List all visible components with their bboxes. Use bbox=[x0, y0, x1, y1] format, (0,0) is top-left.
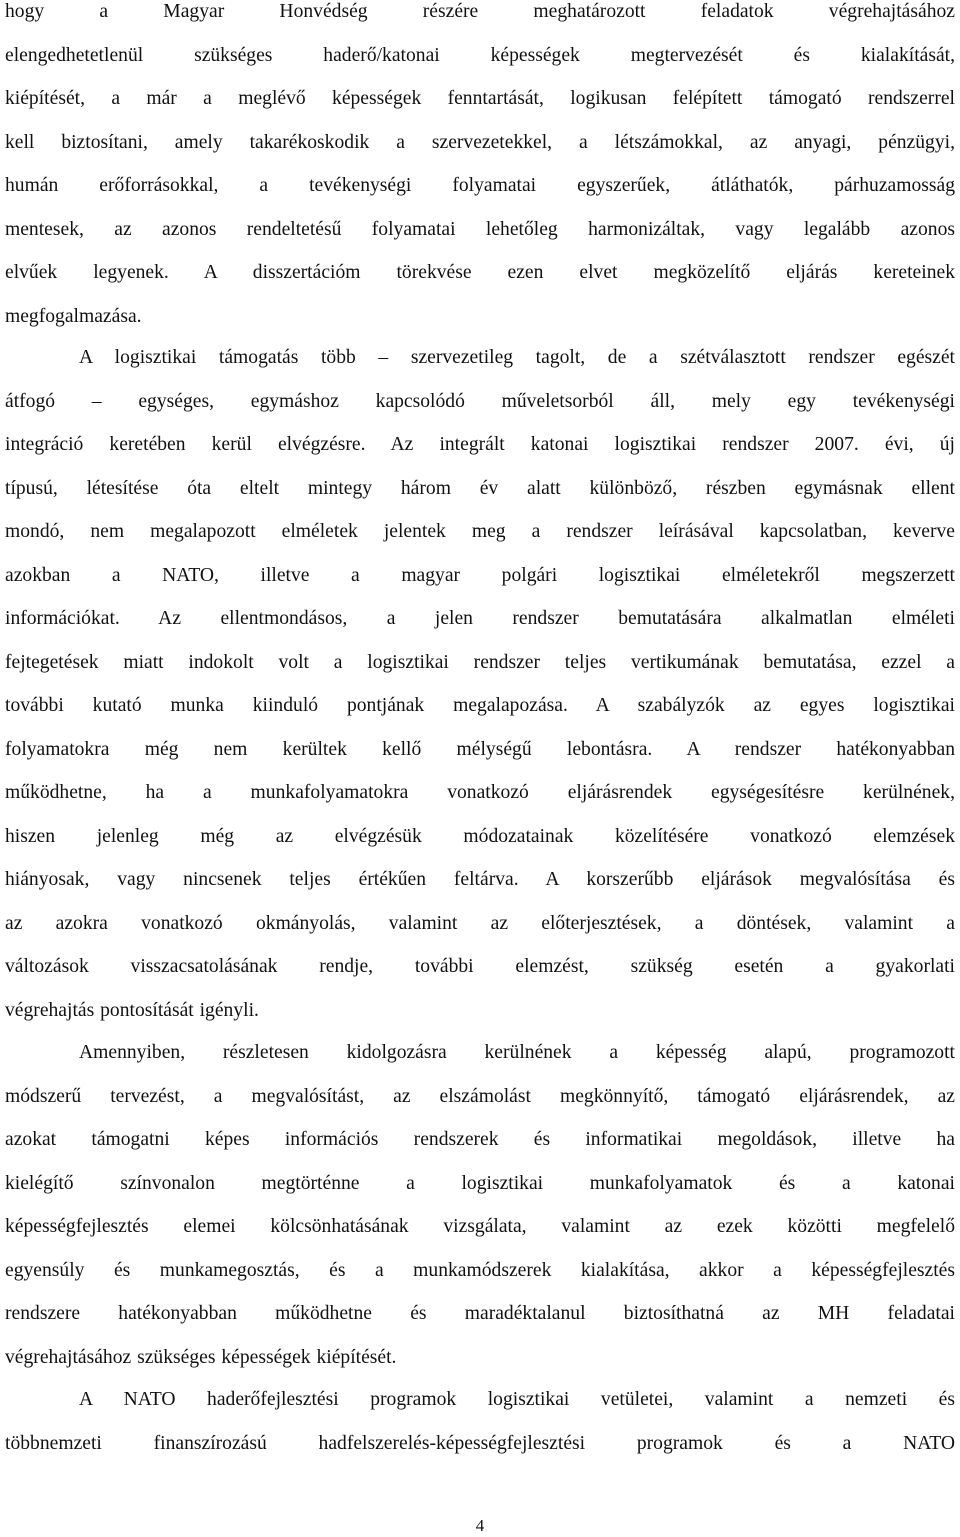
text-line: humán erőforrásokkal, a tevékenységi folyamatai egyszerűek, átláthatók, párhuzamosság bbox=[5, 175, 955, 196]
text-line: egyensúly és munkamegosztás, és a munkamódszerek kialakítása, akkor a képességfejlesztés bbox=[5, 1259, 955, 1281]
text-line: folyamatokra még nem kerültek kellő mélységű lebontásra. A rendszer hatékonyabban bbox=[5, 738, 955, 760]
text-line: hiányosak, vagy nincsenek teljes értékűen feltárva. A korszerűbb eljárások megvalósítása és bbox=[5, 869, 955, 890]
page-number: 4 bbox=[475, 1516, 485, 1535]
text-line: kielégítő színvonalon megtörténne a logisztikai munkafolyamatok és a katonai bbox=[5, 1172, 955, 1194]
text-line: többnemzeti finanszírozású hadfelszerelés-képességfejlesztési programok és a NATO bbox=[5, 1432, 955, 1454]
text-line: információkat. Az ellentmondásos, a jelen rendszer bemutatására alkalmatlan elméleti bbox=[5, 608, 955, 629]
paragraph-3 bbox=[5, 1031, 955, 1379]
text-line: átfogó – egységes, egymáshoz kapcsolódó műveletsorból áll, mely egy tevékenységi bbox=[5, 390, 955, 412]
text-line: fejtegetések miatt indokolt volt a logisztikai rendszer teljes vertikumának bemutatása, ezzel a bbox=[5, 651, 955, 673]
text-line: hogy a Magyar Honvédség részére meghatározott feladatok végrehajtásához bbox=[5, 1, 955, 22]
text-line: végrehajtásához szükséges képességek kiépítését. bbox=[5, 1346, 397, 1368]
text-line: hiszen jelenleg még az elvégzésük módozatainak közelítésére vonatkozó elemzések bbox=[5, 825, 955, 847]
text-line: A NATO haderőfejlesztési programok logisztikai vetületei, valamint a nemzeti és bbox=[79, 1389, 955, 1410]
text-line: változások visszacsatolásának rendje, további elemzést, szükség esetén a gyakorlati bbox=[5, 956, 955, 977]
text-line: azokban a NATO, illetve a magyar polgári logisztikai elméletekről megszerzett bbox=[5, 564, 955, 586]
text-line: elvűek legyenek. A disszertációm törekvése ezen elvet megközelítő eljárás kereteinek bbox=[5, 262, 955, 283]
text-line: képességfejlesztés elemei kölcsönhatásának vizsgálata, valamint az ezek közötti megfelelő bbox=[5, 1216, 955, 1237]
text-line: kell biztosítani, amely takarékoskodik a szervezetekkel, a létszámokkal, az anyagi, pénzügyi, bbox=[5, 131, 955, 153]
text-line: azokat támogatni képes információs rendszerek és informatikai megoldások, illetve ha bbox=[5, 1129, 955, 1150]
paragraph-1 bbox=[5, 0, 955, 338]
text-line: végrehajtás pontosítását igényli. bbox=[5, 999, 259, 1021]
text-line: módszerű tervezést, a megvalósítást, az elszámolást megkönnyítő, támogató eljárásrendek, az bbox=[5, 1085, 955, 1107]
text-line: kiépítését, a már a meglévő képességek fenntartását, logikusan felépített támogató rendszerrel bbox=[5, 88, 955, 109]
text-line: típusú, létesítése óta eltelt mintegy három év alatt különböző, részben egymásnak ellent bbox=[5, 477, 955, 499]
paragraph-2 bbox=[5, 336, 955, 1032]
text-line: működhetne, ha a munkafolyamatokra vonatkozó eljárásrendek egységesítésre kerülnének, bbox=[5, 782, 955, 803]
text-line: A logisztikai támogatás több – szervezetileg tagolt, de a szétválasztott rendszer egészét bbox=[79, 347, 955, 368]
text-line: az azokra vonatkozó okmányolás, valamint az előterjesztések, a döntések, valamint a bbox=[5, 912, 955, 934]
text-line: megfogalmazása. bbox=[5, 305, 142, 327]
text-line: elengedhetetlenül szükséges haderő/katonai képességek megtervezését és kialakítását, bbox=[5, 44, 955, 66]
text-line: integráció keretében kerül elvégzésre. Az integrált katonai logisztikai rendszer 2007. évi, új bbox=[5, 434, 955, 455]
text-line: rendszere hatékonyabban működhetne és maradéktalanul biztosíthatná az MH feladatai bbox=[5, 1303, 955, 1324]
paragraph-4 bbox=[5, 1378, 955, 1465]
text-line: Amennyiben, részletesen kidolgozásra kerülnének a képesség alapú, programozott bbox=[79, 1042, 955, 1063]
text-line: mentesek, az azonos rendeltetésű folyamatai lehetőleg harmonizáltak, vagy legalább azonos bbox=[5, 218, 955, 240]
text-line: mondó, nem megalapozott elméletek jelentek meg a rendszer leírásával kapcsolatban, keverve bbox=[5, 521, 955, 542]
text-line: további kutató munka kiinduló pontjának megalapozása. A szabályzók az egyes logisztikai bbox=[5, 695, 955, 716]
